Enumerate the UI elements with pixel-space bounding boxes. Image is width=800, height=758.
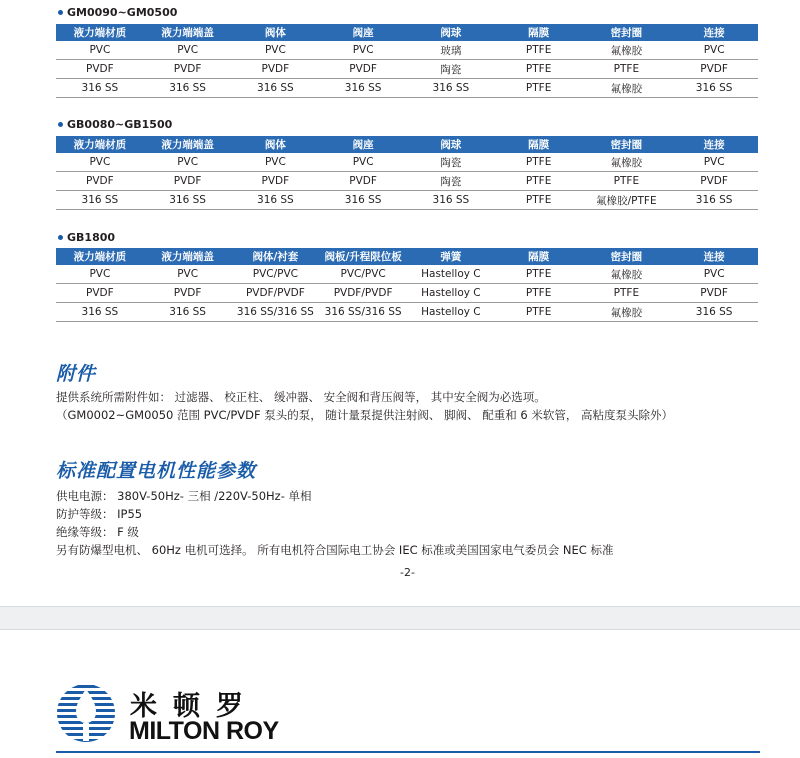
column-header: 隔膜 — [495, 248, 583, 265]
table-cell: 氟橡胶 — [583, 41, 671, 60]
table-cell: PVDF — [232, 172, 320, 191]
column-header: 液力端端盖 — [144, 248, 232, 265]
table-row — [56, 172, 758, 191]
table-cell: 316 SS/316 SS — [232, 303, 320, 322]
column-header: 密封圈 — [583, 136, 671, 153]
table-cell: PTFE — [583, 284, 671, 303]
milton-roy-globe-icon — [56, 683, 116, 743]
table-cell: PVC/PVC — [319, 265, 407, 284]
column-header: 液力端材质 — [56, 136, 144, 153]
table-row — [56, 153, 758, 172]
table-row — [56, 41, 758, 60]
table-cell: PTFE — [495, 153, 583, 172]
table-cell: 316 SS — [144, 79, 232, 98]
table-cell: 316 SS — [144, 303, 232, 322]
table-cell: PVDF — [56, 60, 144, 79]
table-cell: PVC — [670, 153, 758, 172]
table-cell: 氟橡胶 — [583, 265, 671, 284]
motor-power-supply: 供电电源： 380V-50Hz- 三相 /220V-50Hz- 单相 — [56, 489, 312, 503]
table-cell: 氟橡胶 — [583, 153, 671, 172]
column-header: 连接 — [670, 24, 758, 41]
table-cell: 氟橡胶/PTFE — [583, 191, 671, 210]
table-cell: 316 SS — [232, 79, 320, 98]
table-cell: 316 SS — [407, 79, 495, 98]
column-header: 阀体 — [232, 24, 320, 41]
table-cell: PVDF — [670, 284, 758, 303]
column-header: 液力端端盖 — [144, 136, 232, 153]
table-cell: PVDF — [670, 60, 758, 79]
table-cell: 316 SS — [670, 303, 758, 322]
table-cell: PVC — [56, 41, 144, 60]
table-cell: PVDF — [319, 60, 407, 79]
table-cell: PVDF — [56, 284, 144, 303]
table-cell: PVC — [56, 265, 144, 284]
table-cell: PVC — [232, 153, 320, 172]
bullet-icon — [58, 10, 63, 15]
brand-name-en: MILTON ROY — [129, 717, 279, 745]
column-header: 阀体 — [232, 136, 320, 153]
table-cell: PVDF — [232, 60, 320, 79]
table-header-row — [56, 24, 758, 41]
table-cell: PVC — [144, 265, 232, 284]
column-header: 密封圈 — [583, 248, 671, 265]
table-cell: 316 SS — [319, 191, 407, 210]
table-cell: PTFE — [495, 284, 583, 303]
column-header: 液力端端盖 — [144, 24, 232, 41]
column-header: 阀座 — [319, 24, 407, 41]
table-cell: 陶瓷 — [407, 60, 495, 79]
table-cell: 玻璃 — [407, 41, 495, 60]
table-cell: 316 SS — [670, 79, 758, 98]
footer-divider — [56, 751, 760, 753]
table-title: GB1800 — [58, 231, 115, 244]
accessories-line-2: （GM0002~GM0050 范围 PVC/PVDF 泵头的泵， 随计量泵提供注射阀、 脚阀、 配重和 6 米软管， 高粘度泵头除外） — [56, 408, 674, 422]
table-cell: PVDF/PVDF — [319, 284, 407, 303]
table-cell: 316 SS — [407, 191, 495, 210]
table-cell: 316 SS — [56, 303, 144, 322]
table-cell: PTFE — [495, 41, 583, 60]
table-cell: PVC — [670, 265, 758, 284]
table-cell: PVDF — [144, 60, 232, 79]
table-cell: PVDF/PVDF — [232, 284, 320, 303]
spec-table — [56, 136, 758, 210]
motor-protection-class: 防护等级： IP55 — [56, 507, 143, 521]
column-header: 阀座 — [319, 136, 407, 153]
bullet-icon — [58, 122, 63, 127]
column-header: 隔膜 — [495, 136, 583, 153]
table-cell: PVDF — [670, 172, 758, 191]
table-cell: PTFE — [583, 172, 671, 191]
table-cell: Hastelloy C — [407, 265, 495, 284]
table-cell: PVC — [670, 41, 758, 60]
table-row — [56, 265, 758, 284]
table-title: GM0090~GM0500 — [58, 6, 177, 19]
column-header: 液力端材质 — [56, 248, 144, 265]
table-cell: PVC — [144, 41, 232, 60]
table-title: GB0080~GB1500 — [58, 118, 172, 131]
column-header: 连接 — [670, 136, 758, 153]
column-header: 弹簧 — [407, 248, 495, 265]
column-header: 密封圈 — [583, 24, 671, 41]
table-cell: PTFE — [495, 172, 583, 191]
table-cell: 316 SS — [56, 79, 144, 98]
table-cell: 316 SS — [319, 79, 407, 98]
table-cell: PTFE — [495, 79, 583, 98]
table-cell: PTFE — [495, 191, 583, 210]
table-cell: PVDF — [144, 284, 232, 303]
motor-options-note: 另有防爆型电机、 60Hz 电机可选择。 所有电机符合国际电工协会 IEC 标准或美国国家电气委员会 NEC 标准 — [56, 543, 614, 557]
page-number: -2- — [400, 566, 415, 579]
column-header: 液力端材质 — [56, 24, 144, 41]
table-header-row — [56, 136, 758, 153]
table-cell: 316 SS — [56, 191, 144, 210]
motor-heading: 标准配置电机性能参数 — [56, 460, 257, 482]
table-cell: 316 SS/316 SS — [319, 303, 407, 322]
spec-table — [56, 248, 758, 322]
bullet-icon — [58, 235, 63, 240]
table-cell: PVC — [144, 153, 232, 172]
page-separator — [0, 606, 800, 630]
table-cell: PTFE — [583, 60, 671, 79]
table-cell: PVC — [319, 153, 407, 172]
table-cell: PVDF — [319, 172, 407, 191]
table-cell: Hastelloy C — [407, 303, 495, 322]
table-cell: 陶瓷 — [407, 153, 495, 172]
table-cell: PVDF — [144, 172, 232, 191]
table-cell: 316 SS — [670, 191, 758, 210]
table-cell: PVC — [232, 41, 320, 60]
table-cell: PTFE — [495, 60, 583, 79]
table-cell: PVC — [319, 41, 407, 60]
table-header-row — [56, 248, 758, 265]
table-cell: PVC — [56, 153, 144, 172]
column-header: 阀板/升程限位板 — [319, 248, 407, 265]
table-cell: PVC/PVC — [232, 265, 320, 284]
column-header: 阀球 — [407, 136, 495, 153]
table-cell: 氟橡胶 — [583, 79, 671, 98]
table-row — [56, 284, 758, 303]
table-cell: 氟橡胶 — [583, 303, 671, 322]
brand-name-cn: 米顿罗 — [130, 691, 259, 722]
column-header: 隔膜 — [495, 24, 583, 41]
table-cell: 316 SS — [144, 191, 232, 210]
table-row — [56, 60, 758, 79]
column-header: 阀体/衬套 — [232, 248, 320, 265]
accessories-line-1: 提供系统所需附件如： 过滤器、 校正柱、 缓冲器、 安全阀和背压阀等， 其中安全阀为必选项。 — [56, 390, 546, 404]
accessories-heading: 附件 — [56, 363, 97, 385]
spec-table — [56, 24, 758, 98]
table-cell: 316 SS — [232, 191, 320, 210]
table-cell: PTFE — [495, 303, 583, 322]
motor-insulation-class: 绝缘等级： F 级 — [56, 525, 139, 539]
column-header: 阀球 — [407, 24, 495, 41]
table-cell: PTFE — [495, 265, 583, 284]
table-cell: 陶瓷 — [407, 172, 495, 191]
table-row — [56, 191, 758, 210]
table-cell: Hastelloy C — [407, 284, 495, 303]
table-row — [56, 79, 758, 98]
table-cell: PVDF — [56, 172, 144, 191]
table-row — [56, 303, 758, 322]
column-header: 连接 — [670, 248, 758, 265]
